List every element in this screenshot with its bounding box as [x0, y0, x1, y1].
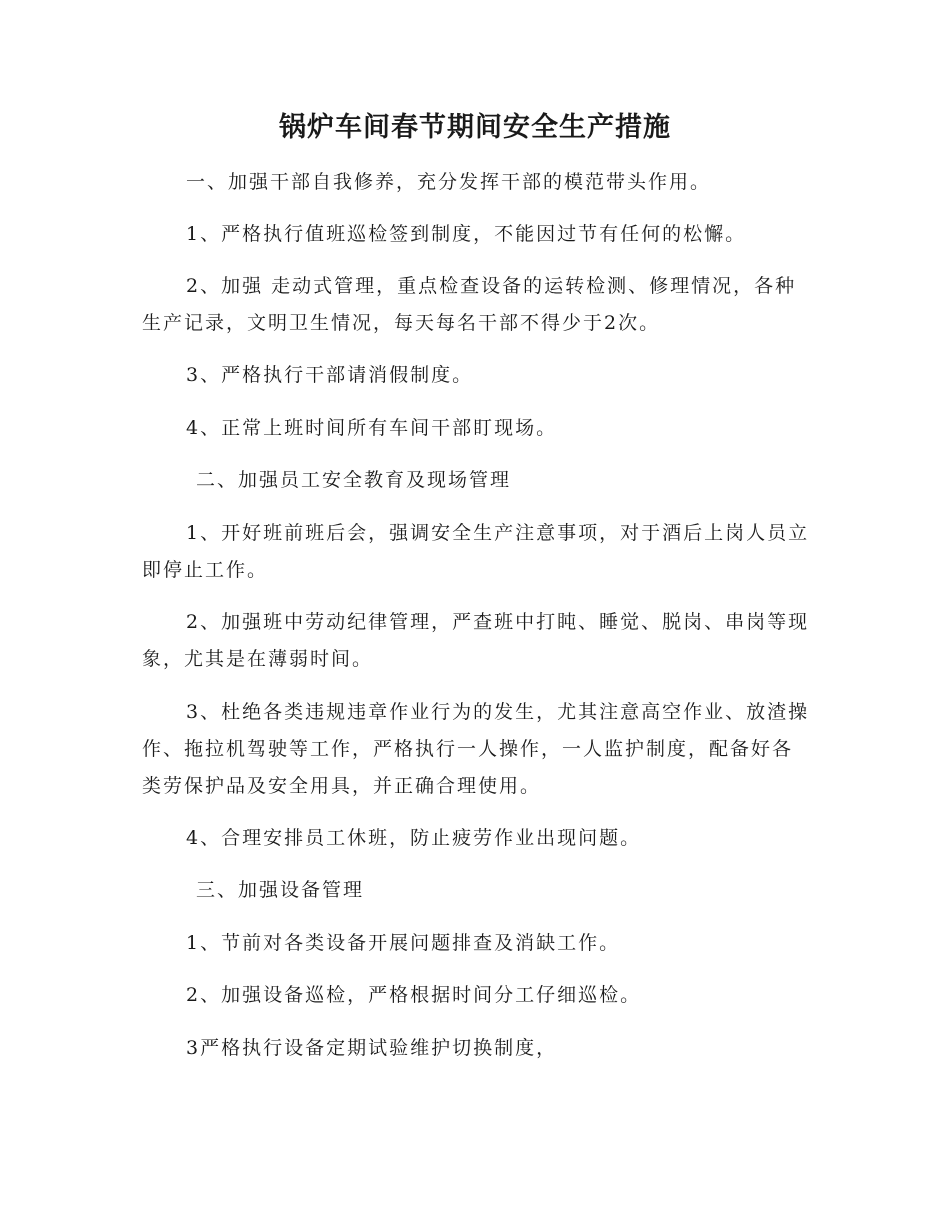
paragraph-2-2: 2、加强班中劳动纪律管理，严查班中打盹、睡觉、脱岗、串岗等现象，尤其是在薄弱时间。 — [142, 611, 810, 670]
paragraph-2-3: 3、杜绝各类违规违章作业行为的发生，尤其注意高空作业、放渣操作、拖拉机驾驶等工作，严格执行一人操作，一人监护制度，配备好各类劳保护品及安全用具，并正确合理使用。 — [142, 701, 810, 797]
paragraph-2-4: 4、合理安排员工休班，防止疲劳作业出现问题。 — [186, 827, 642, 849]
section-heading-2: 二、加强员工安全教育及现场管理 — [196, 469, 512, 491]
section-heading-1: 一、加强干部自我修养，充分发挥干部的模范带头作用。 — [186, 171, 712, 193]
paragraph-1-3: 3、严格执行干部请消假制度。 — [186, 364, 474, 386]
paragraph-1-2: 2、加强 走动式管理，重点检查设备的运转检测、修理情况，各种生产记录，文明卫生情况，每天每名干部不得少于2次。 — [142, 275, 797, 334]
paragraph-2-1: 1、开好班前班后会，强调安全生产注意事项，对于酒后上岗人员立即停止工作。 — [142, 522, 810, 581]
paragraph-1-1: 1、严格执行值班巡检签到制度，不能因过节有任何的松懈。 — [186, 223, 747, 245]
paragraph-1-4: 4、正常上班时间所有车间干部盯现场。 — [186, 417, 558, 439]
section-heading-3: 三、加强设备管理 — [196, 879, 365, 901]
paragraph-3-2: 2、加强设备巡检，严格根据时间分工仔细巡检。 — [186, 984, 642, 1006]
paragraph-3-3: 3严格执行设备定期试验维护切换制度， — [186, 1037, 558, 1059]
document-title: 锅炉车间春节期间安全生产措施 — [279, 112, 671, 143]
paragraph-3-1: 1、节前对各类设备开展问题排查及消缺工作。 — [186, 932, 621, 954]
